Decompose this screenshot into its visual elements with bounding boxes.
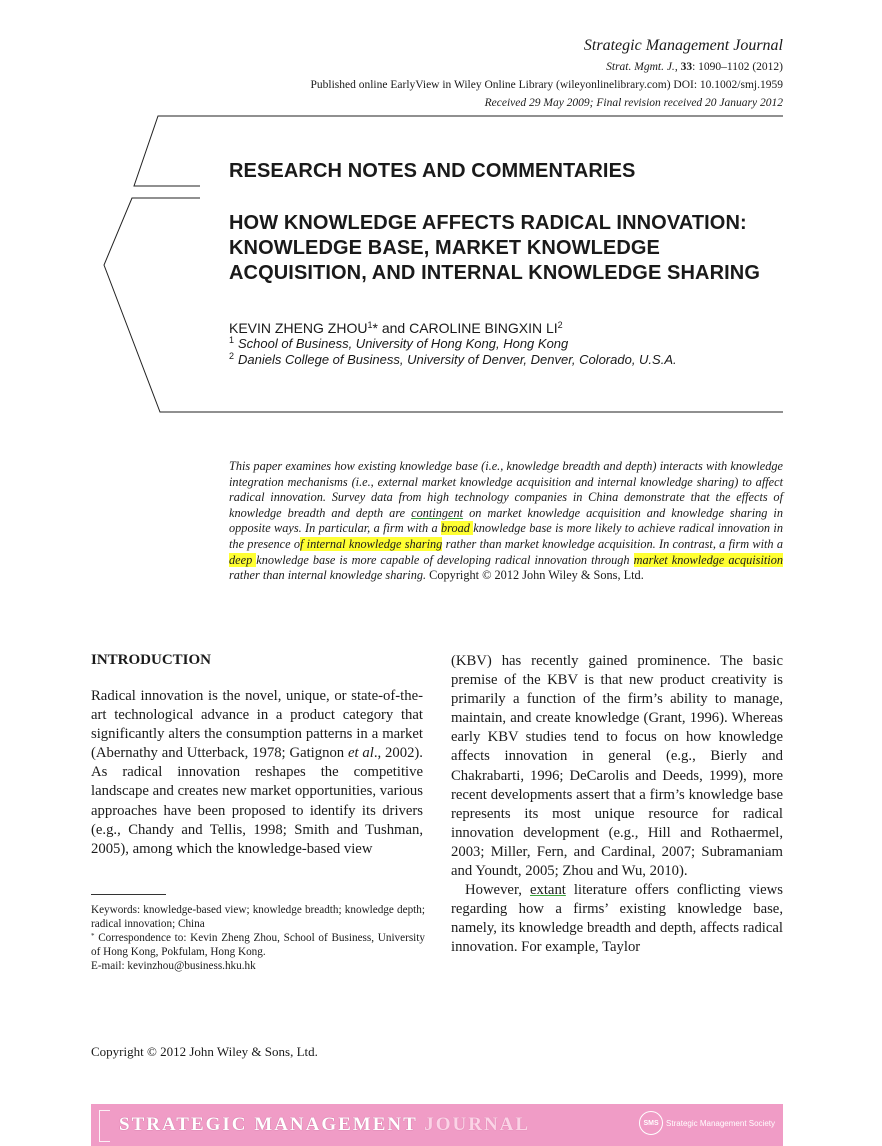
body-text: ., 2002). As radical innovation reshapes the competitive landscape and creates new market opportunities, various approaches have been proposed to identify its drivers (e.g., Chandy and Tellis, 1998; Smith and Tushman, 2005), among which the knowledge-based view bbox=[91, 745, 423, 857]
article-title: HOW KNOWLEDGE AFFECTS RADICAL INNOVATION: KNOWLEDGE BASE, MARKET KNOWLEDGE ACQUISITION, AND INTERNAL KNOWLEDGE SHARING bbox=[229, 212, 760, 284]
authors bbox=[229, 320, 563, 336]
body-text: literature offers conflicting views regarding how a firms’ existing knowledge base, namely, its knowledge breadth and depth, affects radical innovation. For example, Taylor bbox=[451, 882, 783, 956]
journal-name: Strategic Management Journal bbox=[583, 37, 783, 54]
author-conjunction: and bbox=[377, 320, 410, 336]
footnote-rule bbox=[91, 894, 166, 895]
citation: Strat. Mgmt. J., 33: 1090–1102 (2012) bbox=[606, 61, 783, 73]
abstract bbox=[229, 459, 783, 584]
keywords: Keywords: knowledge-based view; knowledge breadth; knowledge depth; radical innovation; China bbox=[91, 904, 425, 930]
email: E-mail: kevinzhou@business.hku.hk bbox=[91, 960, 256, 972]
received-info: Received 29 May 2009; Final revision received 20 January 2012 bbox=[484, 97, 783, 109]
affiliation-1 bbox=[229, 336, 568, 351]
abstract-text: on market knowledge acquisition and knowledge sharing in opposite ways. In particular, a firm with a bbox=[229, 505, 783, 536]
abstract-text: knowledge base is more likely to achieve radical innovation in the presence o bbox=[229, 521, 783, 551]
affiliation-2-number: 2 bbox=[229, 351, 235, 361]
extant-word: extant bbox=[529, 882, 566, 899]
corresponding-mark: * bbox=[372, 320, 378, 336]
citation-volume: 33 bbox=[680, 61, 693, 73]
abstract-contingent: contingent bbox=[411, 505, 464, 520]
abstract-text: knowledge base is more capable of developing radical innovation through bbox=[256, 552, 634, 567]
abstract-text: This paper examines how existing knowledge base (i.e., knowledge breadth and depth) interacts with knowledge integration mechanisms (i.e., external market knowledge acquisition and internal knowledge sharing) to affect radical innovation. Survey data from high technology companies in China demonstrate that the effects of knowledge breadth and depth are bbox=[229, 459, 783, 520]
body-text: Radical innovation is the novel, unique, or state-of-the-art technological advance in a product category that significantly alters the consumption patterns in a market (Abernathy and Utterback, 1978; Gatignon bbox=[91, 688, 423, 762]
body-text: However, bbox=[465, 882, 530, 899]
page-copyright: Copyright © 2012 John Wiley & Sons, Ltd. bbox=[91, 1044, 318, 1059]
journal-banner bbox=[91, 1104, 783, 1146]
author-2: CAROLINE BINGXIN LI bbox=[409, 320, 558, 336]
highlight-4: market knowledge acquisition bbox=[633, 552, 783, 567]
citation-pages: : 1090–1102 (2012) bbox=[692, 61, 783, 73]
banner-word-2: JOURNAL bbox=[424, 1114, 531, 1135]
et-al: et al bbox=[347, 745, 374, 762]
correspondence-text: Correspondence to: Kevin Zheng Zhou, School of Business, University of Hong Kong, Pokfulam, Hong Kong. bbox=[91, 932, 425, 958]
introduction-heading: INTRODUCTION bbox=[91, 652, 212, 668]
citation-abbrev: Strat. Mgmt. J. bbox=[606, 61, 675, 73]
author-1-affiliation-mark: 1 bbox=[367, 320, 373, 330]
author-2-affiliation-mark: 2 bbox=[557, 320, 563, 330]
sms-logo bbox=[639, 1111, 775, 1135]
right-paragraph-2 bbox=[451, 881, 783, 957]
abstract-copyright: Copyright © 2012 John Wiley & Sons, Ltd. bbox=[426, 568, 644, 583]
sms-logo-text: Strategic Management Society bbox=[666, 1118, 775, 1128]
right-column-text bbox=[451, 652, 783, 958]
sms-globe-icon: SMS bbox=[639, 1111, 663, 1135]
author-1: KEVIN ZHENG ZHOU bbox=[229, 320, 368, 336]
banner-bracket-icon bbox=[99, 1110, 110, 1142]
footnotes bbox=[91, 903, 425, 973]
section-heading: RESEARCH NOTES AND COMMENTARIES bbox=[229, 160, 636, 182]
left-column-text bbox=[91, 687, 423, 859]
highlight-3: deep bbox=[229, 552, 257, 567]
affiliation-2-text: Daniels College of Business, University of Denver, Denver, Colorado, U.S.A. bbox=[238, 352, 677, 367]
correspondence-mark: * bbox=[91, 932, 95, 940]
right-paragraph-1: (KBV) has recently gained prominence. The basic premise of the KBV is that new product creativity is primarily a function of the firm’s ability to manage, maintain, and create knowledge (Grant, 1996). Whereas early KBV studies tend to focus on how knowledge affects innovation in general (e.g., Bierly and Chakrabarti, 1996; DeCarolis and Deeds, 1999), more recent developments assert that a firm’s knowledge base represents its most unique resource for radical innovation development (e.g., Hill and Rothaermel, 2003; Miller, Fern, and Cardinal, 2007; Subramaniam and Youndt, 2005; Zhou and Wu, 2010). bbox=[451, 653, 783, 880]
banner-word-1: STRATEGIC MANAGEMENT bbox=[119, 1114, 425, 1135]
abstract-text: rather than internal knowledge sharing. bbox=[229, 568, 427, 583]
highlight-1: broad bbox=[440, 521, 474, 536]
affiliation-1-text: School of Business, University of Hong Kong, Hong Kong bbox=[238, 336, 569, 351]
banner-title bbox=[119, 1114, 530, 1136]
published-info: Published online EarlyView in Wiley Online Library (wileyonlinelibrary.com) DOI: 10.1002/smj.1959 bbox=[310, 79, 783, 91]
affiliation-2 bbox=[229, 352, 677, 367]
abstract-text: rather than market knowledge acquisition. In contrast, a firm with a bbox=[442, 536, 783, 551]
highlight-2: f internal knowledge sharing bbox=[299, 536, 443, 551]
affiliation-1-number: 1 bbox=[229, 335, 235, 345]
correspondence bbox=[91, 931, 425, 959]
